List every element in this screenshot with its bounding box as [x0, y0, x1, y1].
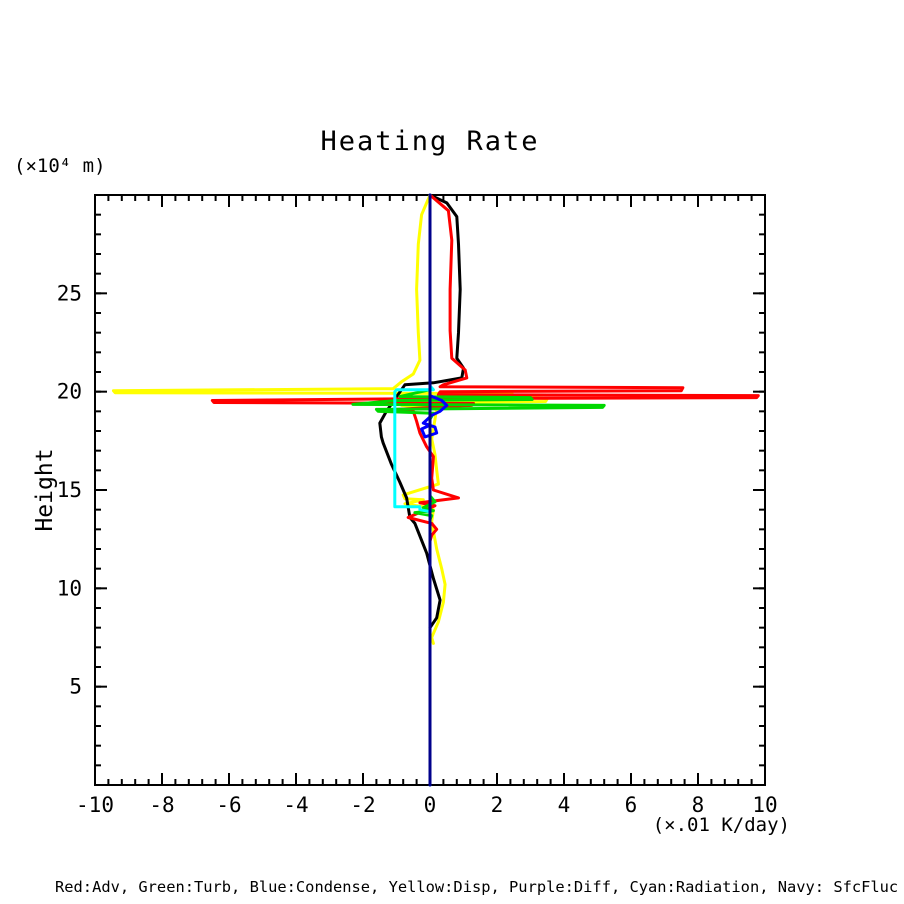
series-layer: [113, 195, 758, 785]
y-tick-label: 15: [56, 478, 82, 502]
x-tick-label: -10: [76, 793, 114, 817]
x-axis-unit: (×.01 K/day): [652, 814, 790, 836]
x-tick-label: -6: [216, 793, 242, 817]
x-tick-label: 0: [423, 793, 437, 817]
x-tick-label: -8: [149, 793, 175, 817]
x-tick-label: 4: [557, 793, 571, 817]
y-axis-unit: (×10⁴ m): [14, 155, 106, 177]
y-tick-label: 5: [69, 674, 82, 699]
x-tick-label: -2: [350, 793, 376, 817]
y-axis-label: Height: [32, 448, 58, 532]
series-disp: [113, 195, 547, 643]
y-tick-label: 25: [56, 281, 82, 306]
y-tick-label: 20: [56, 379, 82, 404]
x-tick-label: 10: [752, 793, 778, 817]
y-tick-label: 10: [56, 576, 82, 601]
x-tick-label: 8: [691, 793, 705, 817]
series-adv: [212, 195, 758, 541]
x-tick-label: 2: [490, 793, 504, 817]
x-tick-label: -4: [283, 793, 309, 817]
chart-title: Heating Rate: [320, 126, 540, 157]
legend-text: Red:Adv, Green:Turb, Blue:Condense, Yellow:Disp, Purple:Diff, Cyan:Radiation, Navy: SfcFluc: [55, 878, 899, 896]
x-tick-label: 6: [624, 793, 638, 817]
series-turb: [353, 390, 604, 520]
